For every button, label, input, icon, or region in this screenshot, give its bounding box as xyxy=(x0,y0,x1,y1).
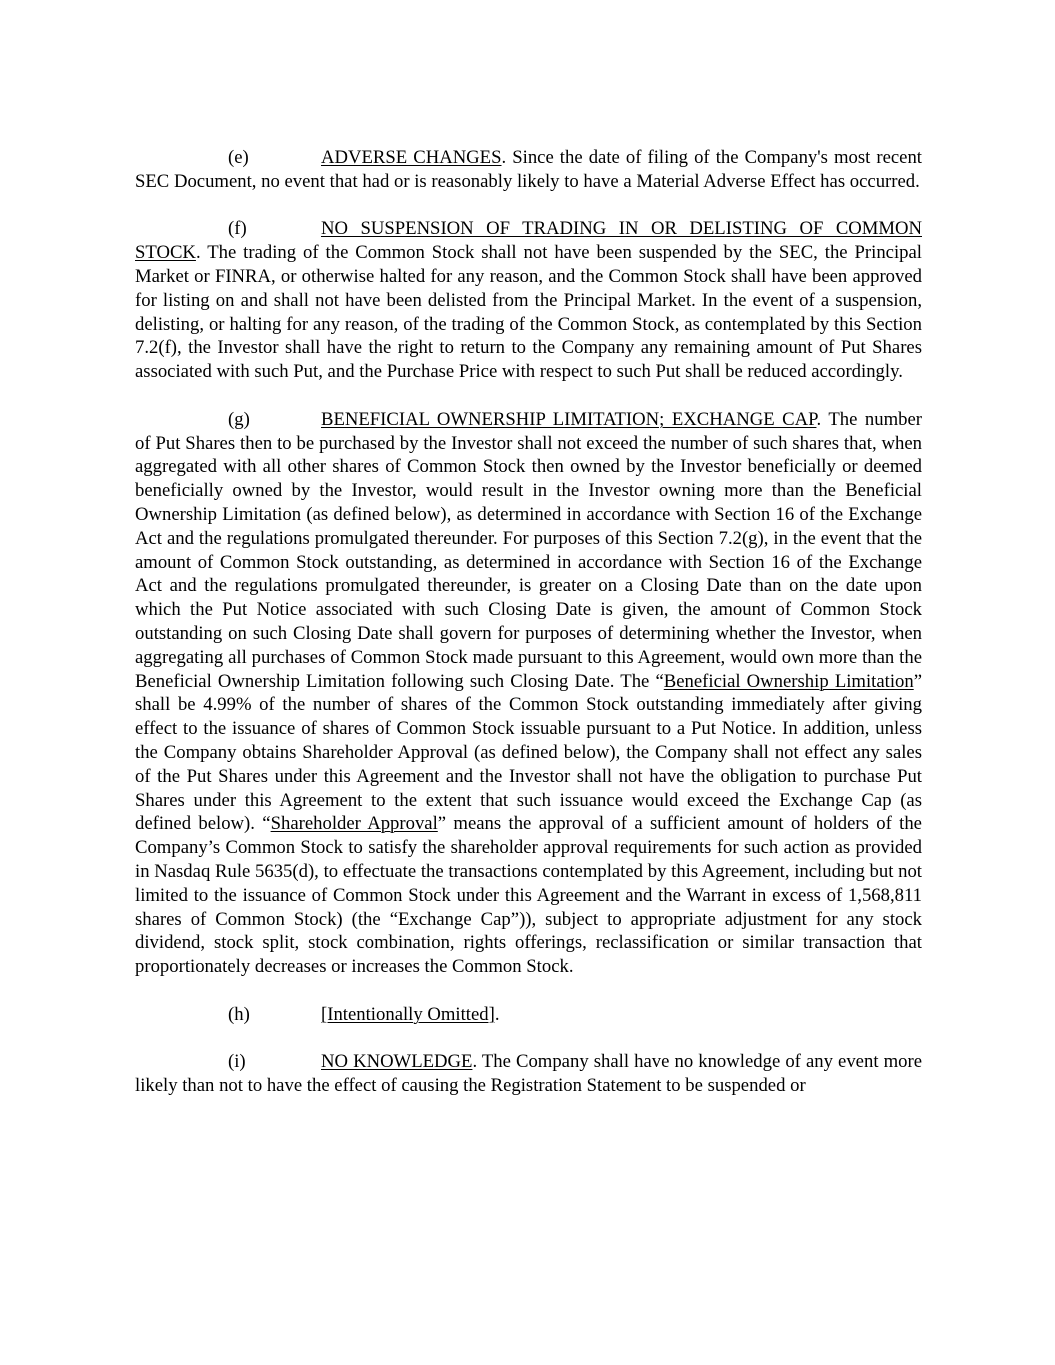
paragraph-text: . The trading of the Common Stock shall not have been suspended by the SEC, the Principal Market or FINRA, or otherwise halted for any reason, and the Common Stock shall have been approved for listing on and shall not have been delisted from the Principal Market. In the event of a suspension, delisting, or halting for any reason, of the trading of the Common Stock, as contemplated by this Section 7.2(f), the Investor shall have the right to return to the Company any remaining amount of Put Shares associated with such Put, and the Purchase Price with respect to such Put shall be reduced accordingly. xyxy=(135,242,922,383)
paragraph-text: . xyxy=(494,1003,500,1025)
paragraph-marker: (i) xyxy=(228,1051,246,1073)
paragraph-text: . The Company shall have no knowledge of any event more likely than not to have the effect of causing the Registration Statement to be suspended or xyxy=(135,1051,922,1097)
section-heading: BENEFICIAL OWNERSHIP LIMITATION; EXCHANGE CAP xyxy=(321,408,817,430)
paragraph-f xyxy=(135,217,922,384)
paragraph-marker: (h) xyxy=(228,1003,250,1025)
defined-term: Shareholder Approval xyxy=(270,813,438,835)
paragraph-marker: (e) xyxy=(228,147,249,168)
section-heading: NO SUSPENSION OF TRADING IN OR DELISTING OF COMMON STOCK xyxy=(135,218,922,264)
section-heading: ADVERSE CHANGES xyxy=(321,147,502,168)
paragraph-text: . The number of Put Shares then to be purchased by the Investor shall not exceed the number of such shares that, when aggregated with all other shares of Common Stock then owned by the Investor beneficially or deemed beneficially owned by the Investor, would result in the Investor owning more than the Beneficial Ownership Limitation (as defined below), as determined in accordance with Section 16 of the Exchange Act and the regulations promulgated thereunder. For purposes of this Section 7.2(g), in the event that the amount of Common Stock outstanding, as determined in accordance with Section 16 of the Exchange Act and the regulations promulgated thereunder, is greater on a Closing Date than on the date upon which the Put Notice associated with such Closing Date is given, the amount of Common Stock outstanding on such Closing Date shall govern for purposes of determining whether the Investor, when aggregating all purchases of Common Stock made pursuant to this Agreement, would own more than the Beneficial Ownership Limitation following such Closing Date. The “ xyxy=(135,408,922,692)
paragraph-text: . Since the date of filing of the Company's most recent SEC Document, no event that had or is reasonably likely to have a Material Adverse Effect has occurred. xyxy=(135,147,923,192)
document-body xyxy=(135,146,922,1098)
paragraph-e xyxy=(135,146,922,194)
paragraph-marker: (g) xyxy=(228,408,250,430)
paragraph-h xyxy=(135,1003,922,1027)
paragraph-i xyxy=(135,1050,922,1098)
section-heading: NO KNOWLEDGE xyxy=(321,1051,473,1073)
paragraph-g xyxy=(135,408,922,979)
paragraph-marker: (f) xyxy=(228,218,247,240)
section-heading: [Intentionally Omitted] xyxy=(321,1003,495,1025)
paragraph-text: ” shall be 4.99% of the number of shares of the Common Stock outstanding immediately after giving effect to the issuance of shares of Common Stock issuable pursuant to a Put Notice. In addition, unless the Company obtains Shareholder Approval (as defined below), the Company shall not effect any sales of the Put Shares under this Agreement and the Investor shall not have the obligation to purchase Put Shares under this Agreement to the extent that such issuance would exceed the Exchange Cap (as defined below). “ xyxy=(135,670,923,835)
defined-term: Beneficial Ownership Limitation xyxy=(663,670,914,692)
paragraph-text: ” means the approval of a sufficient amount of holders of the Company’s Common Stock to satisfy the shareholder approval requirements for such action as provided in Nasdaq Rule 5635(d), to effectuate the transactions contemplated by this Agreement, including but not limited to the issuance of Common Stock under this Agreement and the Warrant in excess of 1,568,811 shares of Common Stock) (the “Exchange Cap”)), subject to appropriate adjustment for any stock dividend, stock split, stock combination, rights offerings, reclassification or similar transaction that proportionately decreases or increases the Common Stock. xyxy=(135,813,922,978)
